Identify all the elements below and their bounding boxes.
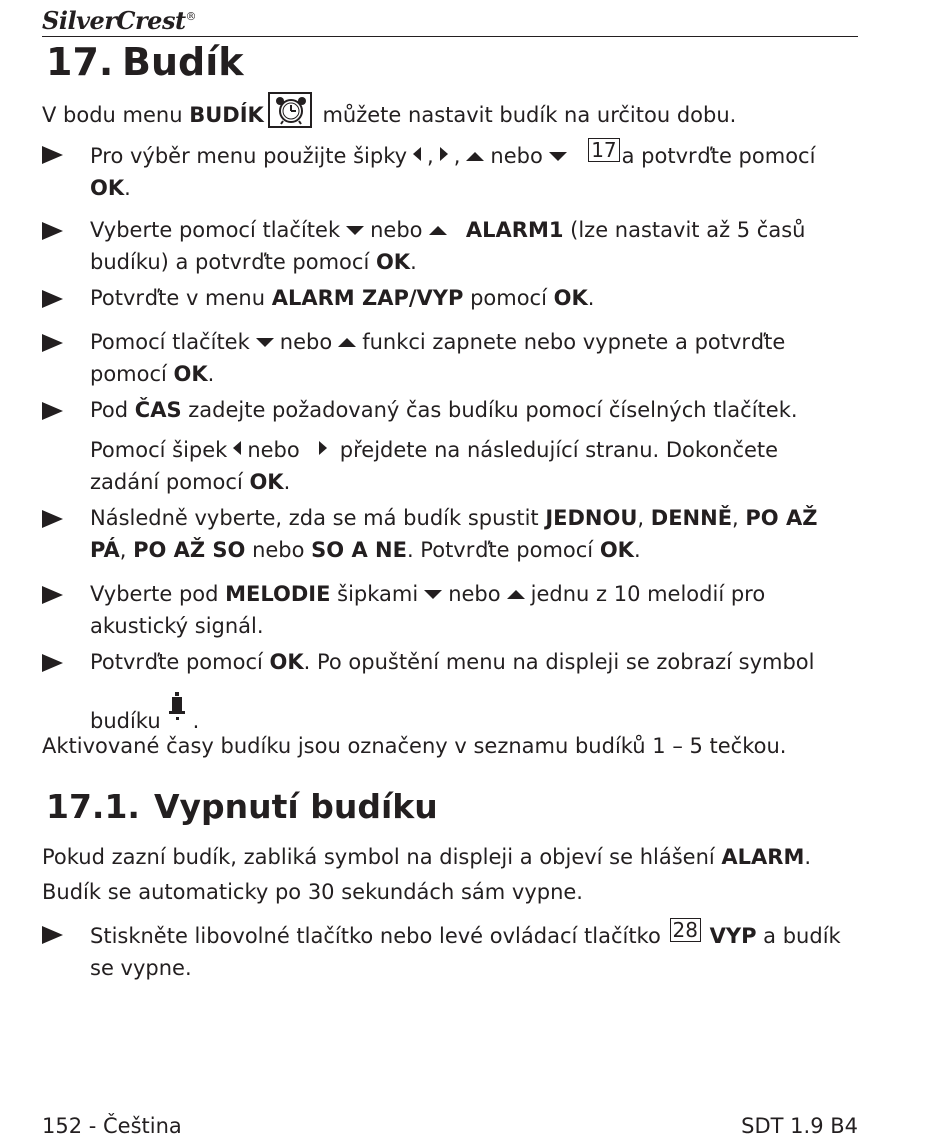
arrow-up-icon xyxy=(429,226,447,235)
reference-number: 17 xyxy=(588,138,619,162)
list-item: Pod ČAS zadejte požadovaný čas budíku pomocí číselných tlačítek. xyxy=(42,394,852,426)
arrow-up-icon xyxy=(507,590,525,599)
subsection-heading: 17.1. Vypnutí budíku xyxy=(46,787,438,826)
arrow-down-icon xyxy=(424,590,442,599)
list-item: Vyberte pomocí tlačítek nebo ALARM1 (lze nastavit až 5 časů budíku) a potvrďte pomocí OK. xyxy=(42,214,852,278)
alarm-paragraph: Pokud zazní budík, zabliká symbol na displeji a objeví se hlášení ALARM. xyxy=(42,845,812,869)
note-paragraph: Pomocí šipek nebo přejdete na následující stranu. Dokončete zadání pomocí OK. xyxy=(90,438,779,494)
list-item: Vyberte pod MELODIE šipkami nebo jednu z 10 melodií pro akustický signál. xyxy=(42,578,852,642)
list-item: Potvrďte pomocí OK. Po opuštění menu na displeji se zobrazí symbol budíku . xyxy=(42,646,852,737)
bullet-arrow-icon xyxy=(42,402,63,420)
reference-number: 28 xyxy=(670,918,701,942)
list-item: Pomocí tlačítek nebo funkci zapnete nebo vypnete a potvrďte pomocí OK. xyxy=(42,326,852,390)
bullet-arrow-icon xyxy=(42,510,63,528)
arrow-down-icon xyxy=(346,226,364,235)
bullet-arrow-icon xyxy=(42,926,63,944)
arrow-left-icon xyxy=(413,147,421,161)
bullet-arrow-icon xyxy=(42,654,63,672)
arrow-down-icon xyxy=(256,338,274,347)
arrow-right-icon xyxy=(319,441,327,455)
list-item: Pro výběr menu použijte šipky , , nebo 17 a potvrďte pomocí OK. xyxy=(42,138,852,204)
bullet-arrow-icon xyxy=(42,334,63,352)
brand-logo: SilverCrest® xyxy=(42,6,197,35)
arrow-down-icon xyxy=(549,152,567,161)
arrow-up-icon xyxy=(466,152,484,161)
bell-icon xyxy=(167,692,187,722)
bullet-arrow-icon xyxy=(42,222,63,240)
list-item: Potvrďte v menu ALARM ZAP/VYP pomocí OK. xyxy=(42,282,852,314)
bullet-arrow-icon xyxy=(42,586,63,604)
list-item: Stiskněte libovolné tlačítko nebo levé ovládací tlačítko 28 VYP a budík se vypne. xyxy=(42,918,852,984)
arrow-right-icon xyxy=(440,147,448,161)
model-number: SDT 1.9 B4 xyxy=(741,1114,858,1138)
page-number: 152 - Čeština xyxy=(42,1114,182,1138)
section-heading: 17. Budík xyxy=(46,40,244,84)
intro-paragraph: V bodu menu BUDÍK můžete nastavit budík na určitou dobu. xyxy=(42,92,842,131)
bullet-arrow-icon xyxy=(42,146,63,164)
alarm-clock-icon xyxy=(268,92,312,128)
arrow-left-icon xyxy=(233,441,241,455)
header-rule xyxy=(42,36,858,37)
list-item: Následně vyberte, zda se má budík spustit JEDNOU, DENNĚ, PO AŽ PÁ, PO AŽ SO nebo SO A NE. Potvrďte pomocí OK. xyxy=(42,502,852,566)
summary-paragraph: Aktivované časy budíku jsou označeny v seznamu budíků 1 – 5 tečkou. xyxy=(42,734,787,758)
arrow-up-icon xyxy=(338,338,356,347)
auto-off-paragraph: Budík se automaticky po 30 sekundách sám vypne. xyxy=(42,880,583,904)
bullet-arrow-icon xyxy=(42,290,63,308)
